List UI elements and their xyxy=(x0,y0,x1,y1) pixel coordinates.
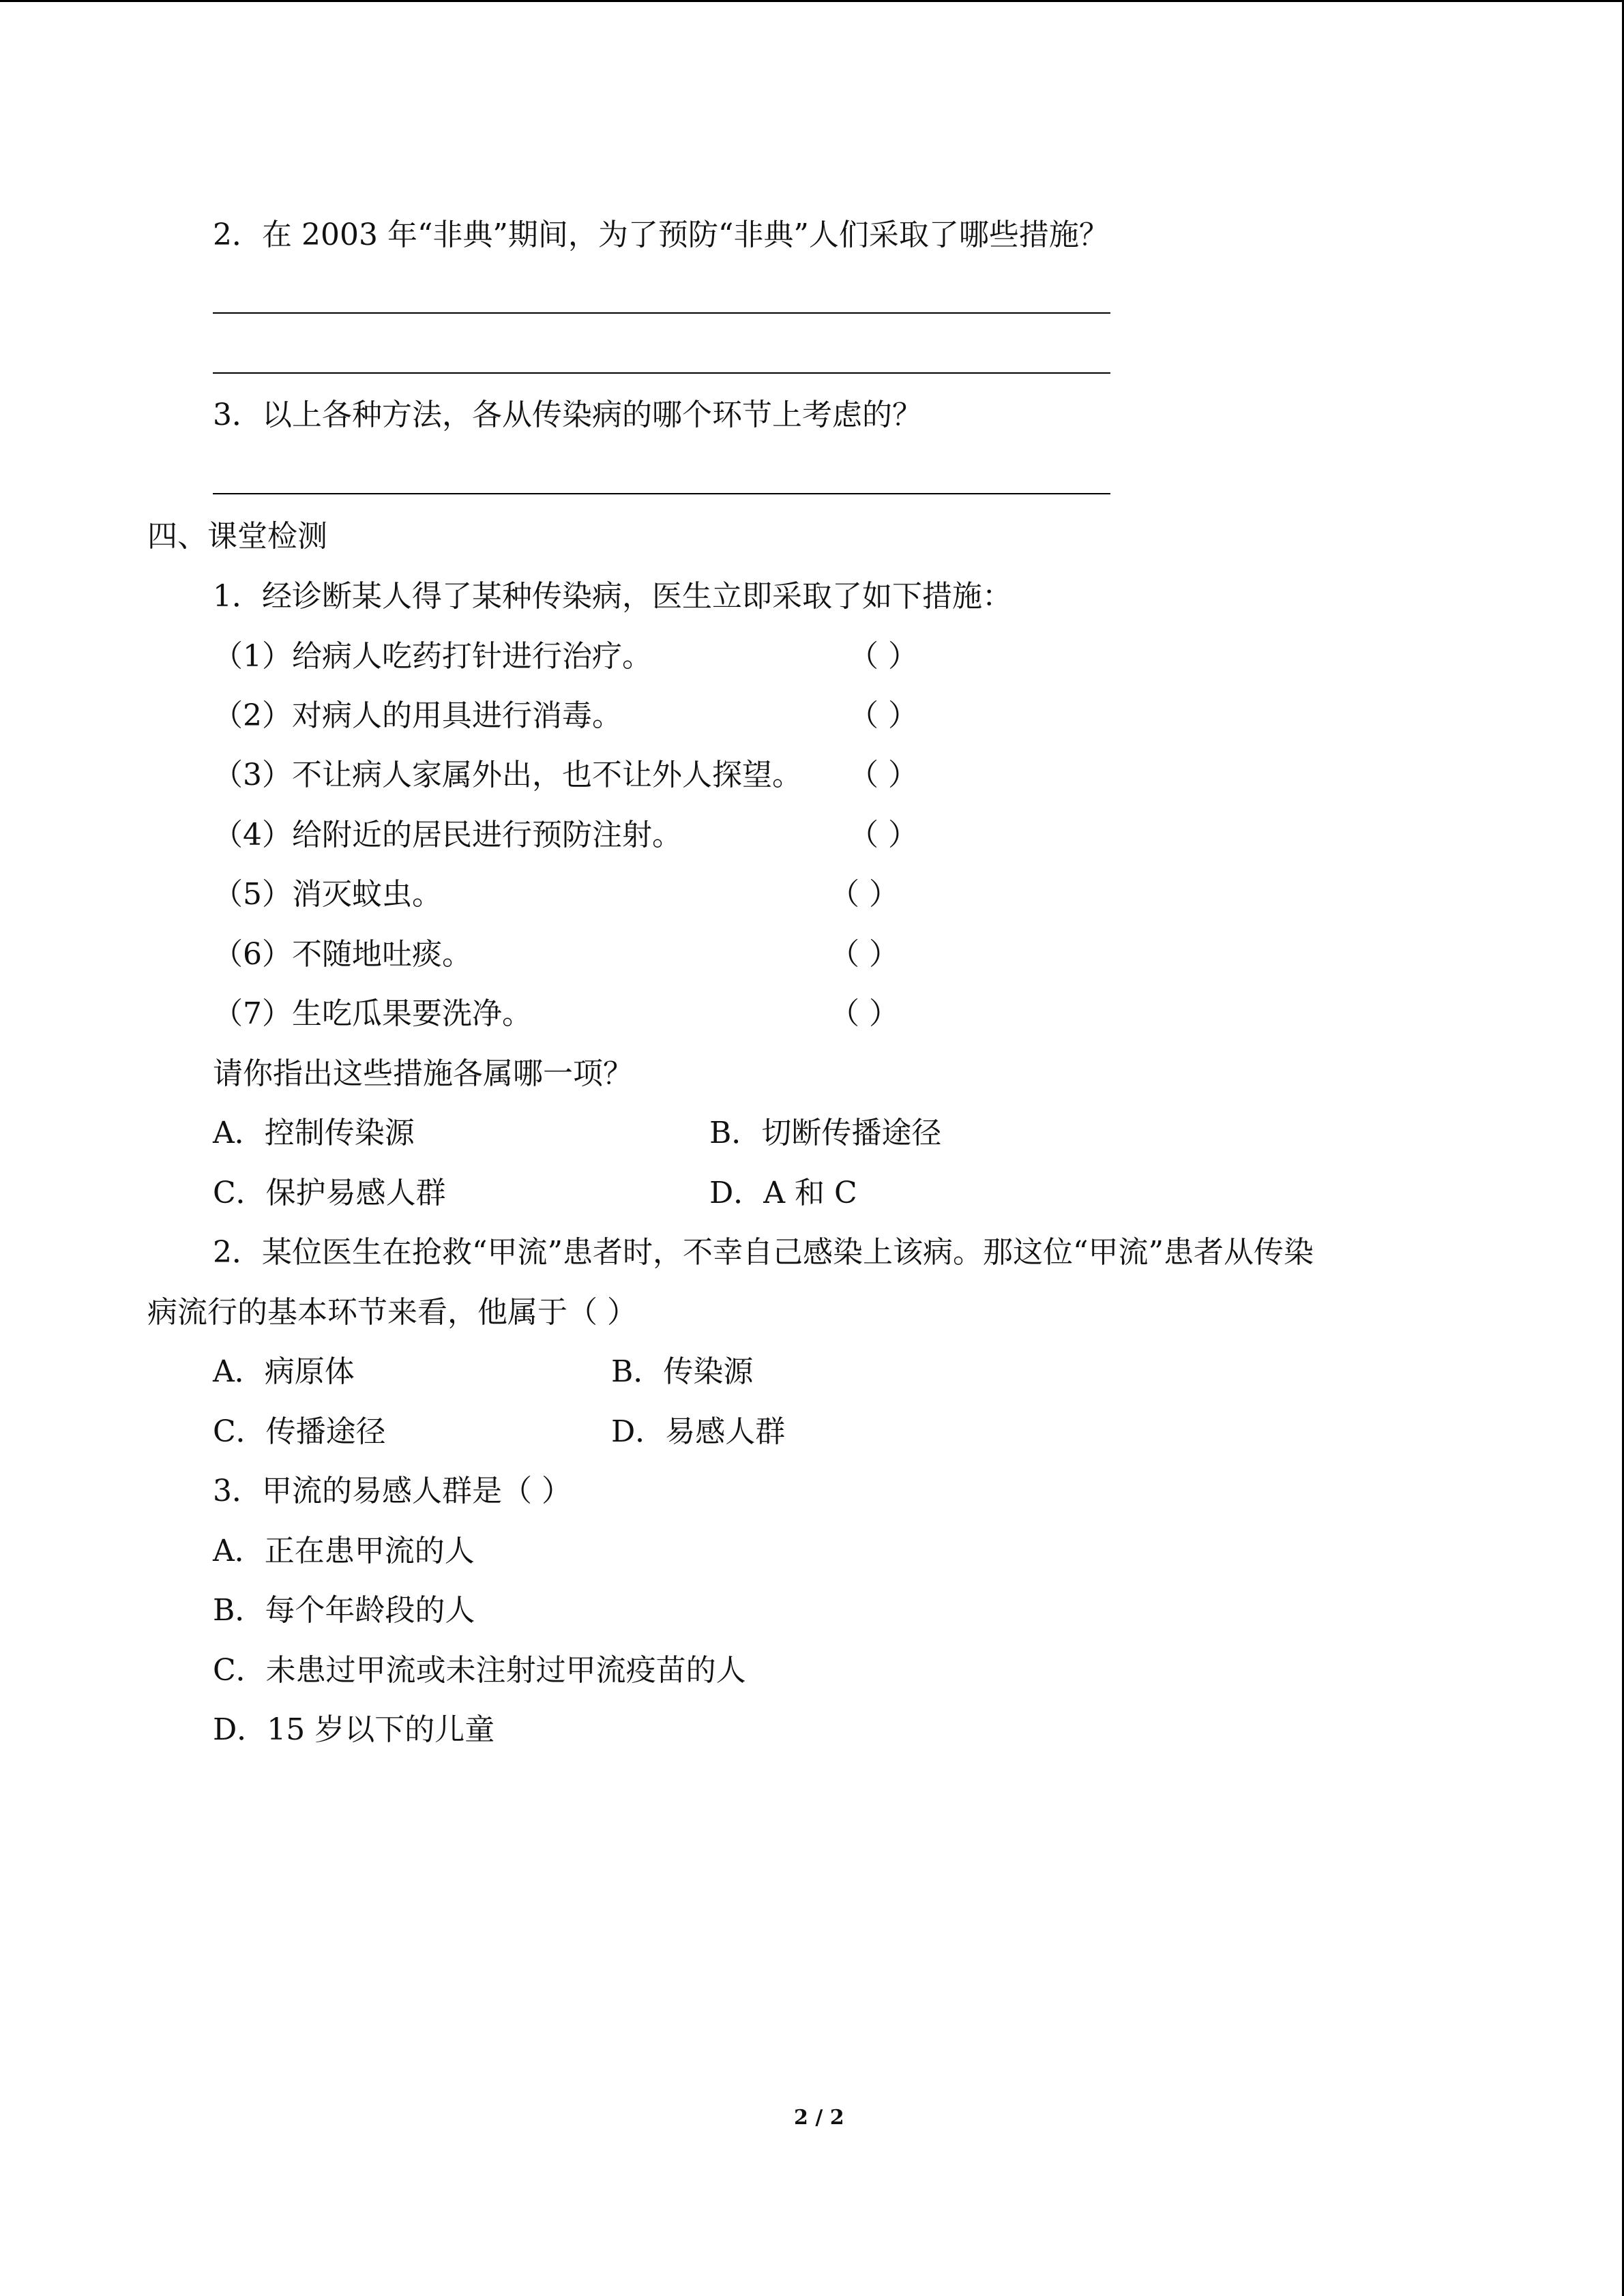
question-2-text: 2．在 2003 年“非典”期间，为了预防“非典”人们采取了哪些措施？ xyxy=(213,218,1109,252)
q1-stem: 1．经诊断某人得了某种传染病，医生立即采取了如下措施： xyxy=(213,579,1012,614)
q1-blank-3[interactable]: （ ） xyxy=(848,758,918,792)
q1-option-b[interactable]: B．切断传播途径 xyxy=(709,1116,942,1150)
q1-item-3: （3）不让病人家属外出，也不让外人探望。 xyxy=(213,758,802,792)
q1-blank-1[interactable]: （ ） xyxy=(848,639,918,674)
q1-option-c[interactable]: C．保护易感人群 xyxy=(213,1176,446,1210)
q2-option-c[interactable]: C．传播途径 xyxy=(213,1414,386,1449)
page-number: 2 / 2 xyxy=(794,2106,844,2130)
section-heading: 四、课堂检测 xyxy=(147,519,327,554)
q1-item-7: （7）生吃瓜果要洗净。 xyxy=(213,996,532,1031)
q1-option-d[interactable]: D．A 和 C xyxy=(709,1176,857,1210)
q1-item-4: （4）给附近的居民进行预防注射。 xyxy=(213,818,682,852)
q3-stem: 3．甲流的易感人群是（ ） xyxy=(213,1474,572,1508)
q1-item-6: （6）不随地吐痰。 xyxy=(213,937,472,972)
question-3-text: 3．以上各种方法，各从传染病的哪个环节上考虑的？ xyxy=(213,398,922,432)
q3-option-a[interactable]: A．正在患甲流的人 xyxy=(213,1534,475,1568)
q2-stem-line-1: 2．某位医生在抢救“甲流”患者时，不幸自己感染上该病。那这位“甲流”患者从传染 xyxy=(213,1235,1314,1270)
q3-option-d[interactable]: D．15 岁以下的儿童 xyxy=(213,1712,495,1747)
answer-line-3[interactable] xyxy=(213,493,1110,494)
q1-option-a[interactable]: A．控制传染源 xyxy=(213,1116,415,1150)
q3-option-b[interactable]: B．每个年龄段的人 xyxy=(213,1593,475,1628)
answer-line-2[interactable] xyxy=(213,372,1110,374)
q1-blank-6[interactable]: （ ） xyxy=(829,937,899,972)
q1-prompt: 请你指出这些措施各属哪一项？ xyxy=(213,1056,633,1091)
q1-blank-2[interactable]: （ ） xyxy=(848,698,918,733)
q2-stem-line-2: 病流行的基本环节来看，他属于（ ） xyxy=(147,1295,637,1330)
q1-blank-5[interactable]: （ ） xyxy=(829,877,899,912)
q3-option-c[interactable]: C．未患过甲流或未注射过甲流疫苗的人 xyxy=(213,1653,746,1688)
q1-item-2: （2）对病人的用具进行消毒。 xyxy=(213,698,622,733)
q1-blank-4[interactable]: （ ） xyxy=(848,818,918,852)
page-border-top xyxy=(0,0,1624,2)
q1-item-5: （5）消灭蚊虫。 xyxy=(213,877,442,912)
q2-option-a[interactable]: A．病原体 xyxy=(213,1354,355,1389)
q1-item-1: （1）给病人吃药打针进行治疗。 xyxy=(213,639,652,674)
answer-line-1[interactable] xyxy=(213,312,1110,314)
q2-option-d[interactable]: D．易感人群 xyxy=(611,1414,786,1449)
q2-option-b[interactable]: B．传染源 xyxy=(611,1354,754,1389)
q1-blank-7[interactable]: （ ） xyxy=(829,996,899,1031)
